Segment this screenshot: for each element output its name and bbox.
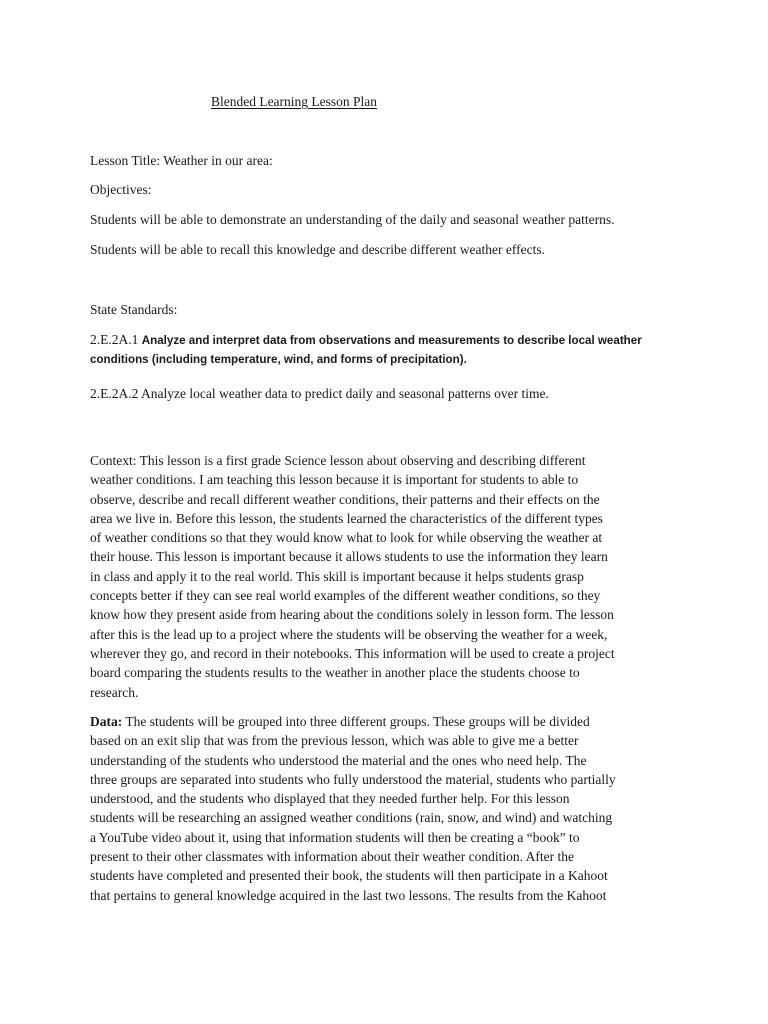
standard-1-text-line2: conditions (including temperature, wind, and forms of precipitation). bbox=[90, 353, 467, 366]
document-title: Blended Learning Lesson Plan bbox=[210, 94, 378, 109]
context-line: research. bbox=[90, 684, 139, 700]
standard-2: 2.E.2A.2 Analyze local weather data to predict daily and seasonal patterns over time. bbox=[90, 386, 549, 401]
objective-2: Students will be able to recall this knowledge and describe different weather effects. bbox=[90, 242, 545, 257]
data-line: a YouTube video about it, using that information students will then be creating a “book” to bbox=[90, 829, 580, 845]
standard-1-code: 2.E.2A.1 bbox=[90, 332, 142, 347]
context-line: their house. This lesson is important because it allows students to use the information they learn bbox=[90, 549, 608, 565]
context-line: know how they present aside from hearing about the conditions solely in lesson form. The lesson bbox=[90, 607, 614, 623]
standard-1-text-line1: Analyze and interpret data from observations and measurements to describe local weather bbox=[141, 334, 642, 347]
context-line: in class and apply it to the real world. This skill is important because it helps students grasp bbox=[90, 568, 584, 584]
context-line: concepts better if they can see real world examples of the different weather conditions, so they bbox=[90, 588, 601, 604]
context-line: of weather conditions so that they would know what to look for while observing the weather at bbox=[90, 530, 603, 546]
data-line: present to their other classmates with information about their weather condition. After the bbox=[90, 849, 574, 865]
standards-heading: State Standards: bbox=[90, 302, 178, 317]
data-line: that pertains to general knowledge acquired in the last two lessons. The results from the Kahoot bbox=[90, 887, 607, 903]
data-line: students will be researching an assigned weather conditions (rain, snow, and wind) and watching bbox=[90, 810, 613, 826]
data-line: understanding of the students who understood the material and the ones who need help. The bbox=[90, 752, 587, 768]
standard-1 bbox=[90, 331, 690, 369]
context-paragraph bbox=[90, 451, 690, 702]
data-line: understood, and the students who displayed that they needed further help. For this lesson bbox=[90, 791, 570, 807]
data-label: Data: bbox=[90, 714, 123, 729]
context-line: wherever they go, and record in their notebooks. This information will be used to create a project bbox=[90, 645, 615, 661]
data-line-first bbox=[90, 712, 690, 731]
lesson-title: Lesson Title: Weather in our area: bbox=[90, 153, 273, 168]
data-line: based on an exit slip that was from the previous lesson, which was able to give me a better bbox=[90, 733, 579, 749]
context-line: area we live in. Before this lesson, the students learned the characteristics of the different types bbox=[90, 510, 603, 526]
context-line: after this is the lead up to a project where the students will be observing the weather for a week, bbox=[90, 626, 608, 642]
data-first-line-text: The students will be grouped into three different groups. These groups will be divided bbox=[122, 714, 590, 729]
data-paragraph bbox=[90, 712, 690, 905]
context-line: observe, describe and recall different weather conditions, their patterns and their effects on the bbox=[90, 491, 600, 507]
objective-1: Students will be able to demonstrate an understanding of the daily and seasonal weather patterns. bbox=[90, 212, 615, 227]
objectives-heading: Objectives: bbox=[90, 182, 152, 197]
context-line: board comparing the students results to the weather in another place the students choose to bbox=[90, 665, 580, 681]
data-line: students have completed and presented their book, the students will then participate in a Kahoot bbox=[90, 868, 608, 884]
context-line: weather conditions. I am teaching this lesson because it is important for students to able to bbox=[90, 472, 579, 488]
context-line: Context: This lesson is a first grade Science lesson about observing and describing different bbox=[90, 453, 586, 468]
data-line: three groups are separated into students who fully understood the material, students who partially bbox=[90, 771, 616, 787]
